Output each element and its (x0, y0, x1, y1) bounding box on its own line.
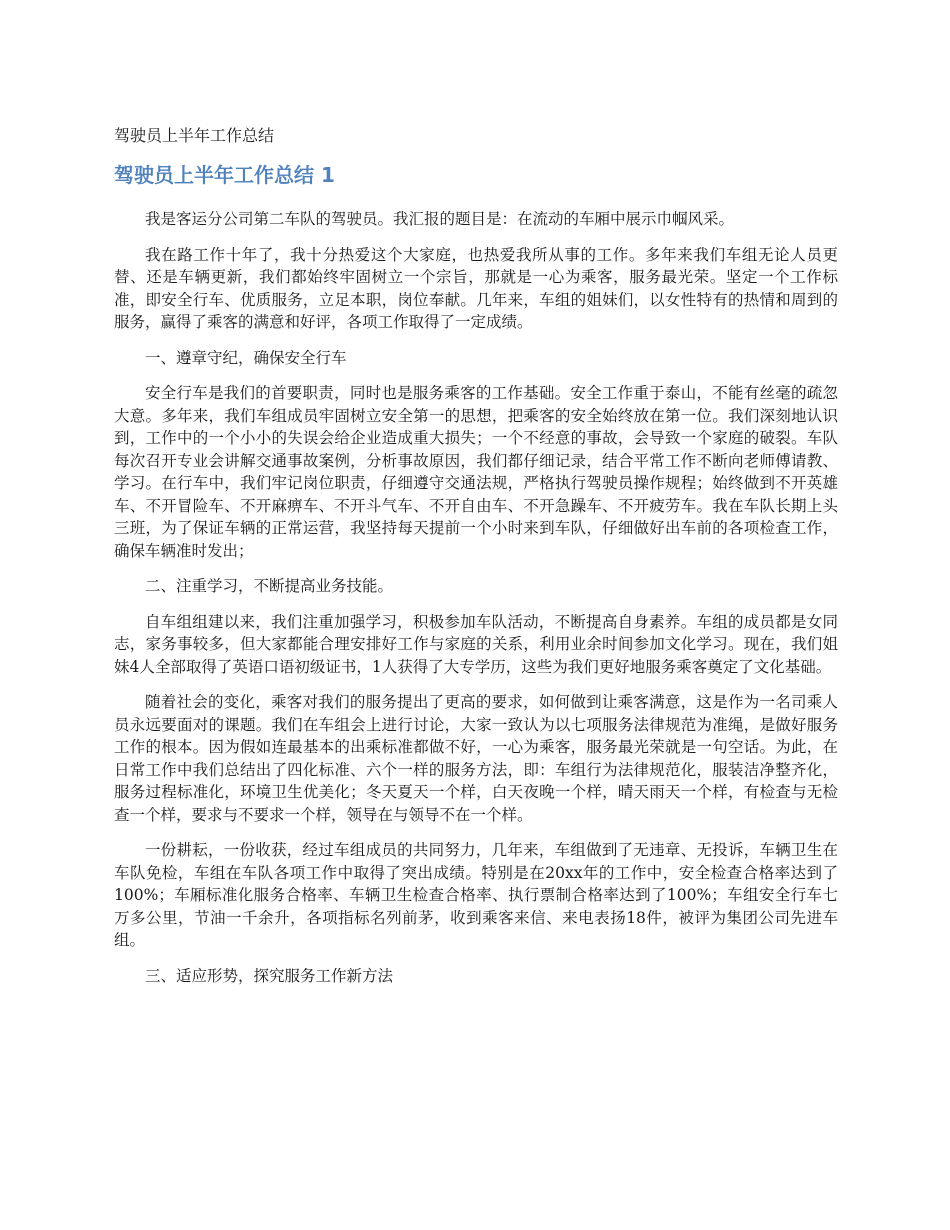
paragraph-service-standards: 随着社会的变化，乘客对我们的服务提出了更高的要求，如何做到让乘客满意，这是作为一名司乘人员永远要面对的课题。我们在车组会上进行讨论，大家一致认为以七项服务法律规范为准绳，是做好服务工作的根本。因为假如连最基本的出乘标准都做不好，一心为乘客，服务最光荣就是一句空话。为此，在日常工作中我们总结出了四化标准、六个一样的服务方法，即：车组行为法律规范化，服装洁净整齐化，服务过程标准化，环境卫生优美化；冬天夏天一个样，白天夜晚一个样，晴天雨天一个样，有检查与无检查一个样，要求与不要求一个样，领导在与领导不在一个样。 (114, 693, 838, 824)
paragraph-safety: 安全行车是我们的首要职责，同时也是服务乘客的工作基础。安全工作重于泰山，不能有丝毫的疏忽大意。多年来，我们车组成员牢固树立安全第一的思想，把乘客的安全始终放在第一位。我们深刻地认识到，工作中的一个小小的失误会给企业造成重大损失；一个不经意的事故，会导致一个家庭的破裂。车队每次召开专业会讲解交通事故案例，分析事故原因，我们都仔细记录，结合平常工作不断向老师傅请教、学习。在行车中，我们牢记岗位职责，仔细遵守交通法规，严格执行驾驶员操作规程；始终做到不开英雄车、不开冒险车、不开麻痹车、不开斗气车、不开自由车、不开急躁车、不开疲劳车。我在车队长期上头三班，为了保证车辆的正常运营，我坚持每天提前一个小时来到车队，仔细做好出车前的各项检查工作，确保车辆准时发出； (114, 384, 838, 560)
document-body (114, 124, 838, 1000)
paragraph-achievements: 一份耕耘，一份收获，经过车组成员的共同努力，几年来，车组做到了无违章、无投诉，车辆卫生在车队免检，车组在车队各项工作中取得了突出成绩。特别是在20xx年的工作中，安全检查合格率达到了100%；车厢标准化服务合格率、车辆卫生检查合格率、执行票制合格率达到了100%；车组安全行车七万多公里，节油一千余升，各项指标名列前茅，收到乘客来信、来电表扬18件，被评为集团公司先进车组。 (114, 841, 838, 949)
document-heading: 驾驶员上半年工作总结 1 (114, 163, 335, 187)
section-heading-3: 三、适应形势，探究服务工作新方法 (145, 966, 394, 985)
paragraph-background: 我在路工作十年了，我十分热爱这个大家庭，也热爱我所从事的工作。多年来我们车组无论人员更替、还是车辆更新，我们都始终牢固树立一个宗旨，那就是一心为乘客，服务最光荣。坚定一个工作标准，即安全行车、优质服务，立足本职，岗位奉献。几年来，车组的姐妹们，以女性特有的热情和周到的服务，赢得了乘客的满意和好评，各项工作取得了一定成绩。 (114, 245, 838, 331)
paragraph-intro: 我是客运分公司第二车队的驾驶员。我汇报的题目是：在流动的车厢中展示巾帼风采。 (145, 210, 735, 228)
paragraph-learning: 自车组组建以来，我们注重加强学习，积极参加车队活动，不断提高自身素养。车组的成员都是女同志，家务事较多，但大家都能合理安排好工作与家庭的关系，利用业余时间参加文化学习。现在，我们姐妹4人全部取得了英语口语初级证书，1人获得了大专学历，这些为我们更好地服务乘客奠定了文化基础。 (114, 612, 838, 676)
section-heading-1: 一、遵章守纪，确保安全行车 (145, 348, 347, 367)
section-heading-2: 二、注重学习，不断提高业务技能。 (145, 577, 394, 595)
document-title: 驾驶员上半年工作总结 (114, 126, 275, 145)
